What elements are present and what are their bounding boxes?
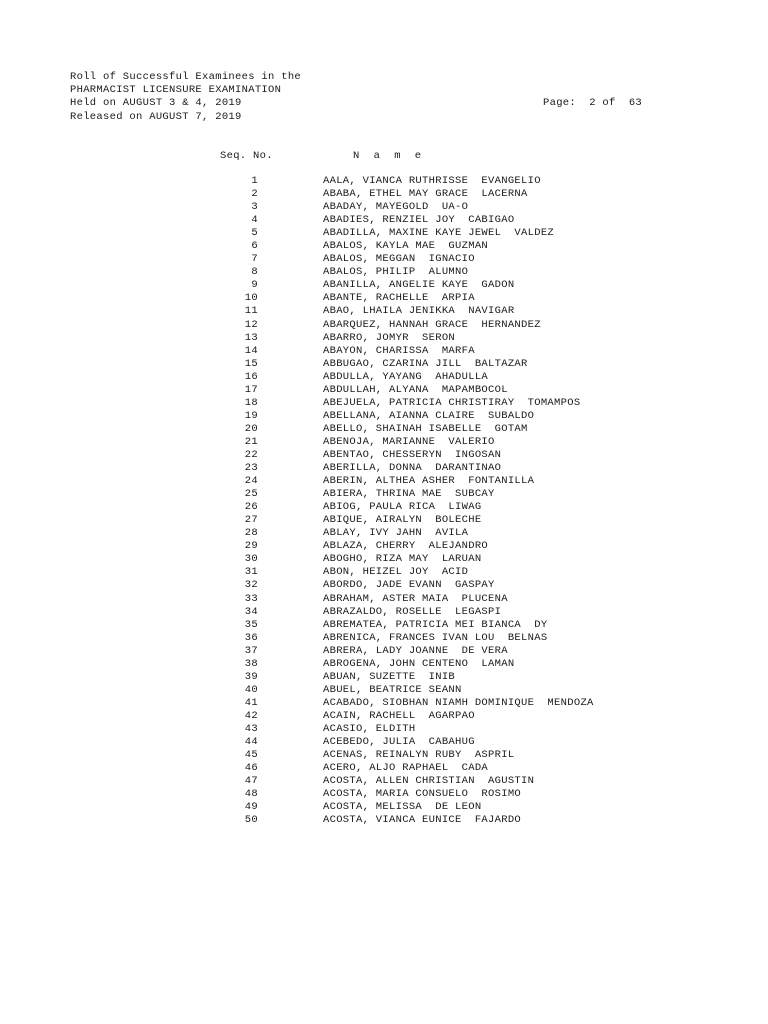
header-exam-name: PHARMACIST LICENSURE EXAMINATION <box>70 84 282 97</box>
list-item <box>0 723 768 736</box>
list-item <box>0 514 768 527</box>
list-item <box>0 697 768 710</box>
list-item <box>0 749 768 762</box>
seq-number: 11 <box>244 305 258 318</box>
examinee-name: ACOSTA, ALLEN CHRISTIAN AGUSTIN <box>323 775 535 788</box>
list-item <box>0 475 768 488</box>
examinee-name: ABARQUEZ, HANNAH GRACE HERNANDEZ <box>323 318 541 331</box>
seq-number: 50 <box>244 814 258 827</box>
list-item <box>0 397 768 410</box>
examinee-name: ACOSTA, MARIA CONSUELO ROSIMO <box>323 788 522 801</box>
examinee-name: ACERO, ALJO RAPHAEL CADA <box>323 762 489 775</box>
seq-number: 13 <box>244 331 258 344</box>
list-item <box>0 619 768 632</box>
seq-number: 39 <box>244 670 258 683</box>
examinee-name: ABON, HEIZEL JOY ACID <box>323 566 469 579</box>
seq-number: 27 <box>244 514 258 527</box>
list-item <box>0 684 768 697</box>
examinee-name: ABERILLA, DONNA DARANTINAO <box>323 462 502 475</box>
examinee-name: ABRENICA, FRANCES IVAN LOU BELNAS <box>323 631 548 644</box>
seq-number: 49 <box>244 801 258 814</box>
list-item <box>0 436 768 449</box>
seq-number: 24 <box>244 475 258 488</box>
seq-number: 40 <box>244 683 258 696</box>
list-item <box>0 593 768 606</box>
seq-number: 17 <box>244 383 258 396</box>
seq-number: 28 <box>244 527 258 540</box>
list-item <box>0 579 768 592</box>
list-item <box>0 788 768 801</box>
examinee-name: AALA, VIANCA RUTHRISSE EVANGELIO <box>323 175 541 187</box>
examinee-name: ABAYON, CHARISSA MARFA <box>323 344 475 357</box>
seq-number: 46 <box>244 762 258 775</box>
list-item <box>0 540 768 553</box>
examinee-name: ABENOJA, MARIANNE VALERIO <box>323 435 495 448</box>
examinee-name: ACEBEDO, JULIA CABAHUG <box>323 736 475 749</box>
list-item <box>0 658 768 671</box>
seq-number: 26 <box>244 501 258 514</box>
examinee-name: ABLAY, IVY JAHN AVILA <box>323 527 469 540</box>
list-item <box>0 501 768 514</box>
list-item <box>0 292 768 305</box>
examinee-name: ABELLO, SHAINAH ISABELLE GOTAM <box>323 422 528 435</box>
list-item <box>0 553 768 566</box>
seq-number: 38 <box>244 657 258 670</box>
examinee-name: ACOSTA, MELISSA DE LEON <box>323 801 482 814</box>
seq-number: 37 <box>244 644 258 657</box>
list-item <box>0 266 768 279</box>
seq-number: 43 <box>244 722 258 735</box>
list-item <box>0 384 768 397</box>
seq-number: 31 <box>244 566 258 579</box>
seq-number: 19 <box>244 409 258 422</box>
list-item <box>0 332 768 345</box>
seq-number: 12 <box>244 318 258 331</box>
examinee-name: ABADIES, RENZIEL JOY CABIGAO <box>323 214 515 227</box>
seq-number: 35 <box>244 618 258 631</box>
seq-number: 44 <box>244 736 258 749</box>
examinee-name: ABABA, ETHEL MAY GRACE LACERNA <box>323 188 528 201</box>
list-item <box>0 736 768 749</box>
seq-number: 14 <box>244 344 258 357</box>
examinee-name: ACENAS, REINALYN RUBY ASPRIL <box>323 749 515 762</box>
column-header-name: N a m e <box>353 150 426 162</box>
list-item <box>0 814 768 827</box>
list-item <box>0 371 768 384</box>
list-item <box>0 566 768 579</box>
header-held-date: Held on AUGUST 3 & 4, 2019 <box>70 97 242 110</box>
examinee-name: ABREMATEA, PATRICIA MEI BIANCA DY <box>323 618 548 631</box>
examinee-name: ABRAHAM, ASTER MAIA PLUCENA <box>323 592 508 605</box>
examinee-name: ABANTE, RACHELLE ARPIA <box>323 292 475 305</box>
examinee-name: ABDULLAH, ALYANA MAPAMBOCOL <box>323 383 508 396</box>
examinee-name: ABORDO, JADE EVANN GASPAY <box>323 579 495 592</box>
list-item <box>0 227 768 240</box>
page-number: Page: 2 of 63 <box>543 97 643 109</box>
seq-number: 30 <box>244 553 258 566</box>
seq-number: 29 <box>244 540 258 553</box>
list-item <box>0 253 768 266</box>
list-item <box>0 762 768 775</box>
seq-number: 41 <box>244 696 258 709</box>
examinee-name: ABROGENA, JOHN CENTENO LAMAN <box>323 657 515 670</box>
seq-number: 8 <box>251 266 258 279</box>
column-header-seq-no: Seq. No. <box>220 150 273 162</box>
examinee-name: ABALOS, MEGGAN IGNACIO <box>323 253 475 266</box>
list-item <box>0 710 768 723</box>
seq-number: 45 <box>244 749 258 762</box>
seq-number: 36 <box>244 631 258 644</box>
seq-number: 16 <box>244 370 258 383</box>
seq-number: 18 <box>244 396 258 409</box>
list-item <box>0 606 768 619</box>
examinee-name: ABIQUE, AIRALYN BOLECHE <box>323 514 482 527</box>
list-item <box>0 775 768 788</box>
list-item <box>0 801 768 814</box>
examinee-name: ABRERA, LADY JOANNE DE VERA <box>323 644 508 657</box>
seq-number: 34 <box>244 605 258 618</box>
seq-number: 5 <box>251 227 258 240</box>
list-item <box>0 240 768 253</box>
list-item <box>0 671 768 684</box>
seq-number: 9 <box>251 279 258 292</box>
examinee-name: ABEJUELA, PATRICIA CHRISTIRAY TOMAMPOS <box>323 396 581 409</box>
seq-number: 6 <box>251 240 258 253</box>
header-released-date: Released on AUGUST 7, 2019 <box>70 110 242 123</box>
seq-number: 47 <box>244 775 258 788</box>
seq-number: 15 <box>244 357 258 370</box>
seq-number: 42 <box>244 709 258 722</box>
list-item <box>0 358 768 371</box>
examinee-name: ABRAZALDO, ROSELLE LEGASPI <box>323 605 502 618</box>
examinee-name: ACOSTA, VIANCA EUNICE FAJARDO <box>323 814 522 827</box>
seq-number: 23 <box>244 462 258 475</box>
examinee-name: ABARRO, JOMYR SERON <box>323 331 456 344</box>
examinee-name: ABBUGAO, CZARINA JILL BALTAZAR <box>323 357 528 370</box>
list-item <box>0 345 768 358</box>
seq-number: 20 <box>244 422 258 435</box>
list-item <box>0 423 768 436</box>
list-item <box>0 279 768 292</box>
examinee-name: ABOGHO, RIZA MAY LARUAN <box>323 553 482 566</box>
examinee-name: ABADAY, MAYEGOLD UA-O <box>323 201 469 214</box>
seq-number: 48 <box>244 788 258 801</box>
seq-number: 25 <box>244 488 258 501</box>
seq-number: 32 <box>244 579 258 592</box>
examinee-name: ABERIN, ALTHEA ASHER FONTANILLA <box>323 475 535 488</box>
document-header <box>70 71 301 124</box>
examinee-name: ABADILLA, MAXINE KAYE JEWEL VALDEZ <box>323 227 555 240</box>
examinee-name: ABALOS, PHILIP ALUMNO <box>323 266 469 279</box>
list-item <box>0 319 768 332</box>
list-item <box>0 305 768 318</box>
examinee-name: ACAIN, RACHELL AGARPAO <box>323 709 475 722</box>
header-title: Roll of Successful Examinees in the <box>70 71 302 83</box>
list-item <box>0 214 768 227</box>
list-item <box>0 527 768 540</box>
examinee-name: ABANILLA, ANGELIE KAYE GADON <box>323 279 515 292</box>
seq-number: 2 <box>251 188 258 201</box>
seq-number: 21 <box>244 435 258 448</box>
seq-number: 4 <box>251 214 258 227</box>
list-item <box>0 188 768 201</box>
examinee-name: ABAO, LHAILA JENIKKA NAVIGAR <box>323 305 515 318</box>
examinee-name: ABUAN, SUZETTE INIB <box>323 670 456 683</box>
seq-number: 22 <box>244 448 258 461</box>
seq-number: 1 <box>251 175 258 187</box>
list-item <box>0 201 768 214</box>
list-item <box>0 175 768 188</box>
examinee-name: ABELLANA, AIANNA CLAIRE SUBALDO <box>323 409 535 422</box>
list-item <box>0 645 768 658</box>
examinee-name: ACASIO, ELDITH <box>323 722 416 735</box>
list-item <box>0 449 768 462</box>
examinee-name: ABIERA, THRINA MAE SUBCAY <box>323 488 495 501</box>
examinee-name: ABENTAO, CHESSERYN INGOSAN <box>323 448 502 461</box>
examinee-name: ABIOG, PAULA RICA LIWAG <box>323 501 482 514</box>
seq-number: 7 <box>251 253 258 266</box>
list-item <box>0 462 768 475</box>
examinee-name: ABUEL, BEATRICE SEANN <box>323 683 462 696</box>
seq-number: 33 <box>244 592 258 605</box>
examinee-name: ACABADO, SIOBHAN NIAMH DOMINIQUE MENDOZA <box>323 696 594 709</box>
list-item <box>0 488 768 501</box>
list-item <box>0 410 768 423</box>
seq-number: 3 <box>251 201 258 214</box>
seq-number: 10 <box>244 292 258 305</box>
examinee-name: ABLAZA, CHERRY ALEJANDRO <box>323 540 489 553</box>
examinee-list <box>0 175 768 827</box>
list-item <box>0 632 768 645</box>
examinee-name: ABDULLA, YAYANG AHADULLA <box>323 370 489 383</box>
examinee-name: ABALOS, KAYLA MAE GUZMAN <box>323 240 489 253</box>
